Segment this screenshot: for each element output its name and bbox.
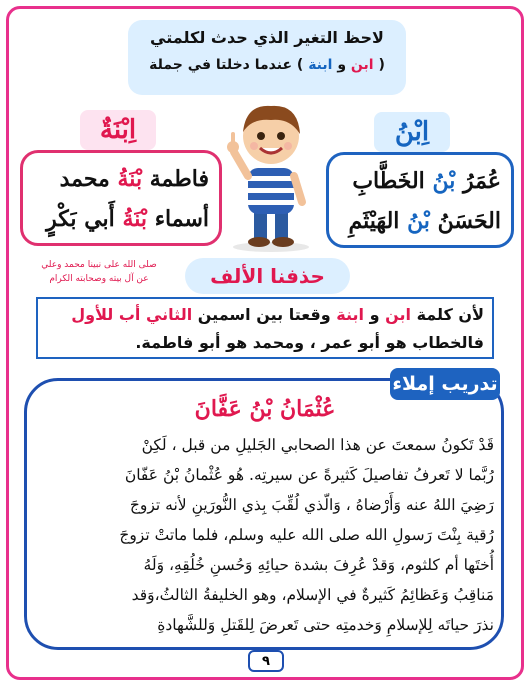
dictation-tab: تدريب إملاء bbox=[390, 368, 500, 400]
word-ibn: ابن bbox=[350, 57, 374, 73]
rule-text: لأن كلمة bbox=[411, 305, 484, 324]
dictation-line: مَناقِبُ وَعَظائِمُ كَثيرةٌ في الإسلام، وهو الخليفةُ الثالثُ،وَقد bbox=[131, 586, 494, 604]
title-line-2 bbox=[128, 57, 406, 73]
tag-ibna: اِبْنَةٌ bbox=[80, 110, 156, 150]
salutation-line-1: صلى الله على نبينا محمد وعلي bbox=[41, 260, 157, 270]
example-father: أَبي بَكْرٍ bbox=[46, 206, 115, 232]
title-box bbox=[128, 20, 406, 95]
word-ibna: ابنة bbox=[308, 57, 333, 73]
dictation-title: عُثْمَانُ بْنُ عَفَّانَ bbox=[194, 396, 336, 422]
example-father: الهَيْثَمِ bbox=[348, 208, 400, 234]
rule-line-1 bbox=[46, 301, 484, 329]
rule-highlight: الثاني أب للأول bbox=[71, 305, 193, 324]
rule-text: وقعتا بين اسمين bbox=[192, 305, 337, 324]
dictation-line: رَضِيَ اللهُ عنه وَأَرْضاهُ ، وَالّذي لُقِّبَ بِذي النُّورَينِ لأنه تزوجَ bbox=[129, 496, 494, 514]
dictation-line: أُختَها أم كلثوم، وَقدْ عُرِفَ بشدة حيائِهِ وَحُسنِ خُلُقِهِ، وَلَهُ bbox=[143, 556, 494, 574]
tag-ibn: اِبْنُ bbox=[374, 112, 450, 152]
rule-word-ibna: ابنة bbox=[336, 305, 365, 324]
dictation-line: رُقية بِنْتَ رَسولِ الله صلى الله عليه وسلم، فلما ماتتْ تزوجَ bbox=[119, 526, 494, 544]
rule-line-2: فالخطاب هو أبو عمر ، ومحمد هو أبو فاطمة. bbox=[135, 333, 484, 352]
ibn-example-2 bbox=[339, 201, 501, 241]
boy-illustration bbox=[216, 92, 326, 252]
conjunction: و bbox=[332, 57, 351, 73]
example-name: عُمَرُ bbox=[463, 168, 501, 194]
ibna-example-1 bbox=[33, 159, 209, 199]
example-name: فاطمة bbox=[149, 166, 209, 192]
dictation-text bbox=[36, 430, 494, 640]
salutation-line-2: عن آل بيته وصحابته الكرام bbox=[49, 274, 149, 284]
example-father: محمد bbox=[59, 166, 110, 192]
example-ibn-word: بْنُ bbox=[432, 168, 456, 194]
ibna-example-2 bbox=[33, 199, 209, 239]
paren-open: ( bbox=[378, 57, 385, 73]
example-ibna-word: بْنَةُ bbox=[122, 206, 148, 232]
salutation-note bbox=[24, 258, 174, 286]
ibna-examples-box bbox=[20, 150, 222, 246]
omit-alif-banner: حذفنا الألف bbox=[185, 258, 350, 294]
example-name: الحَسَنُ bbox=[437, 208, 501, 234]
example-ibna-word: بْنَةُ bbox=[117, 166, 143, 192]
ibn-examples-box bbox=[326, 152, 514, 248]
page-number: ٩ bbox=[248, 650, 284, 672]
title-line-2-rest: ) عندما دخلتا في جملة bbox=[149, 57, 304, 73]
example-name: أسماء bbox=[154, 206, 209, 232]
dictation-line: رُبَّما لا تَعرفُ تفاصيلَ كَثيرةً عن سيرتِه. هُو عُثْمانُ بْنُ عَفّانَ bbox=[124, 466, 494, 484]
ibn-example-1 bbox=[339, 161, 501, 201]
rule-explanation-box bbox=[36, 297, 494, 359]
rule-text: و bbox=[364, 305, 386, 324]
dictation-line: نذرَ حياتَه لِلإسلامِ وَخدمتِه حتى تَعرضَ لِلقَتلِ وَللشَّهادةِ bbox=[157, 616, 494, 634]
rule-word-ibn: ابن bbox=[385, 305, 412, 324]
title-line-1: لاحظ التغير الذي حدث لكلمتي bbox=[150, 28, 384, 47]
example-father: الخَطَّابِ bbox=[352, 168, 425, 194]
example-ibn-word: بْنُ bbox=[407, 208, 430, 234]
dictation-line: قَدْ تَكونُ سمعتَ عن هذا الصحابي الجَليلِ من قبل ، لَكِنْ bbox=[141, 436, 494, 454]
